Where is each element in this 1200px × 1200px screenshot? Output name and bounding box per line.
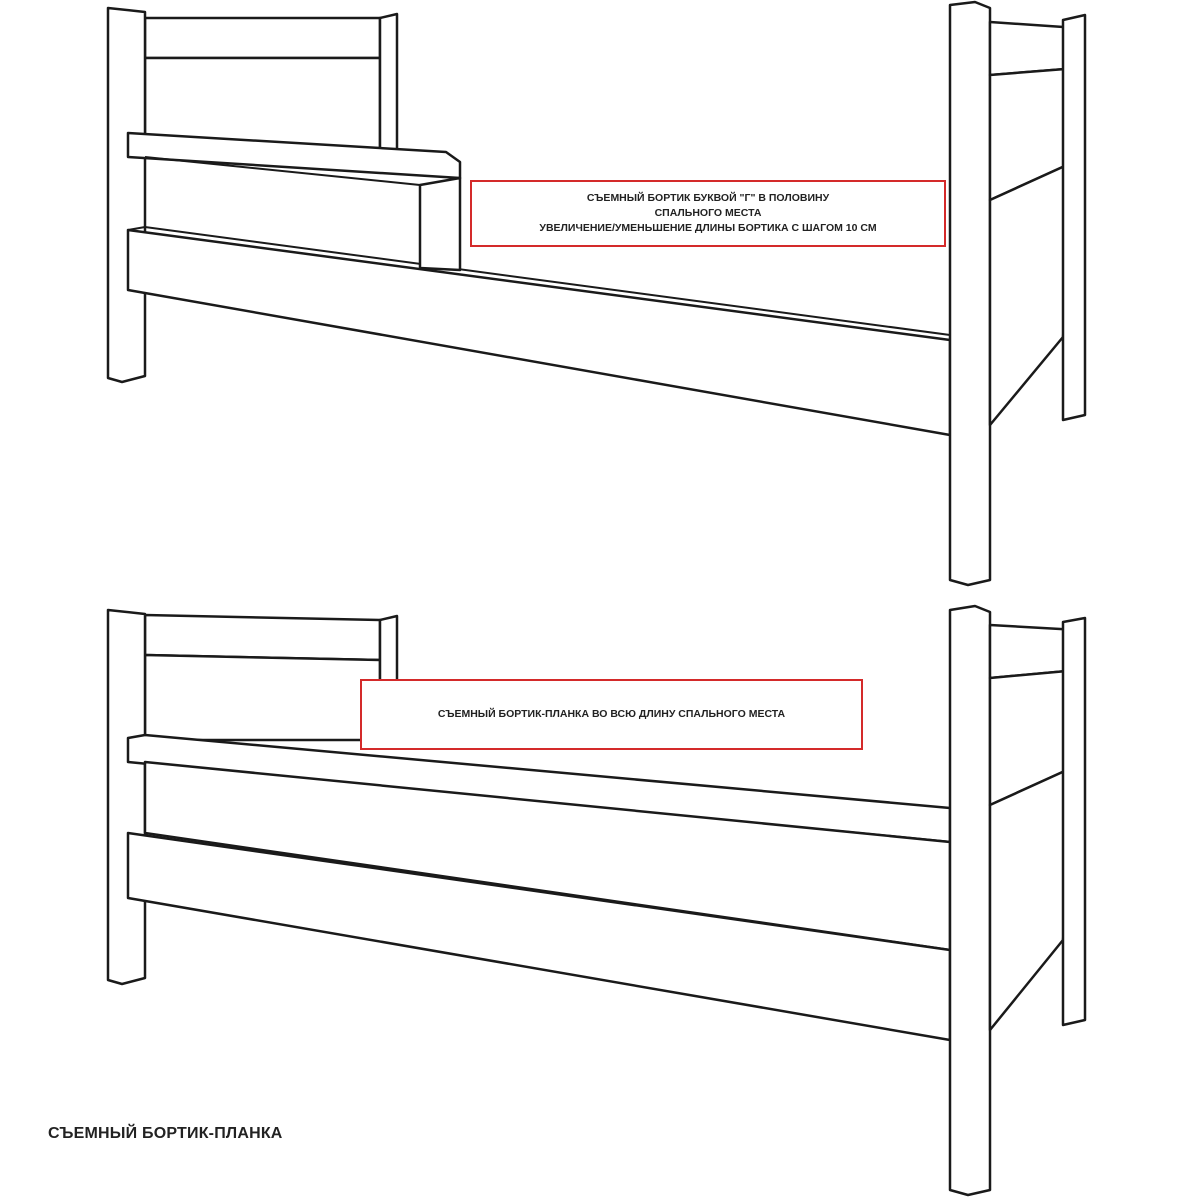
bottom-foot-post-front <box>950 606 990 1195</box>
callout-bottom-line-1: СЪЕМНЫЙ БОРТИК-ПЛАНКА ВО ВСЮ ДЛИНУ СПАЛЬНОГО МЕСТА <box>437 707 786 720</box>
top-headboard-top-bar <box>145 18 380 58</box>
bottom-headboard-panel <box>145 655 380 740</box>
top-left-post-inner <box>380 14 397 150</box>
top-foot-post-front <box>950 2 990 585</box>
bottom-foot-back-post <box>1063 618 1085 1025</box>
top-foot-back-post <box>1063 15 1085 420</box>
footer-caption: СЪЕМНЫЙ БОРТИК-ПЛАНКА <box>48 1125 283 1142</box>
top-rail-upright <box>420 178 460 270</box>
bottom-left-post <box>108 610 145 984</box>
callout-top-line-3: УВЕЛИЧЕНИЕ/УМЕНЬШЕНИЕ ДЛИНЫ БОРТИКА С ШАГОМ 10 СМ <box>539 222 877 235</box>
callout-half-length-rail <box>470 180 946 247</box>
callout-top-line-1: СЪЕМНЫЙ БОРТИК БУКВОЙ "Г" В ПОЛОВИНУ <box>586 191 830 204</box>
top-left-post <box>108 8 145 382</box>
callout-top-line-2: СПАЛЬНОГО МЕСТА <box>654 206 762 219</box>
top-side-board <box>128 230 950 435</box>
callout-full-length-rail <box>360 679 863 750</box>
bottom-headboard-top-bar <box>145 615 380 660</box>
bed-top-drawing <box>108 2 1085 585</box>
